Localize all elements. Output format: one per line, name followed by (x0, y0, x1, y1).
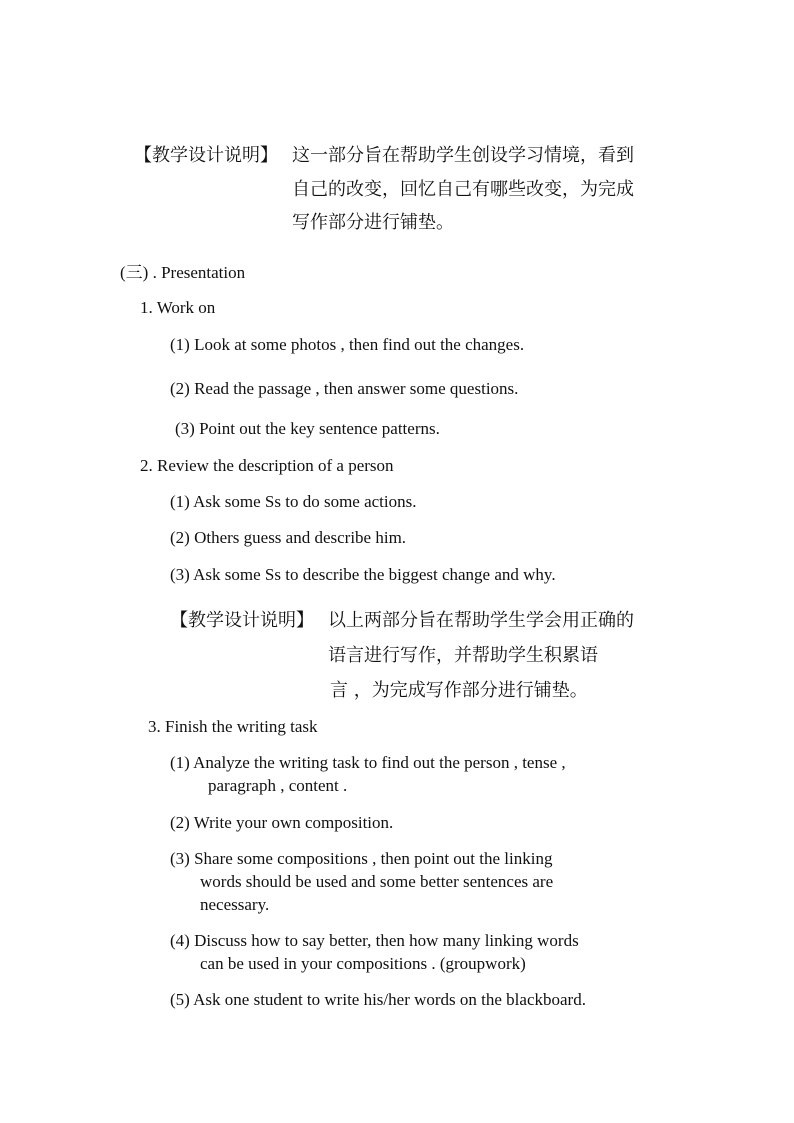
note-label: 【教学设计说明】 (134, 145, 278, 166)
list-item: (1) Analyze the writing task to find out the person , tense , (170, 753, 566, 772)
list-item: (1) Look at some photos , then find out the changes. (170, 335, 525, 354)
list-item: (1) Ask some Ss to do some actions. (170, 492, 417, 511)
list-item: (2) Others guess and describe him. (170, 528, 407, 547)
section-heading: (三) . Presentation (120, 263, 246, 282)
list-item: (2) Read the passage , then answer some questions. (170, 379, 519, 398)
item-title: 3. Finish the writing task (148, 717, 318, 736)
note-text-line: 言 ，为完成写作部分进行铺垫。 (330, 680, 588, 701)
note-text-line: 这一部分旨在帮助学生创设学习情境，看到 (292, 145, 634, 166)
list-item: (3) Share some compositions , then point out the linking (170, 849, 553, 868)
note-text-line: 语言进行写作，并帮助学生积累语 (328, 645, 598, 666)
list-item: (5) Ask one student to write his/her words on the blackboard. (170, 990, 586, 1009)
item-title: 2. Review the description of a person (140, 456, 394, 475)
list-item: (3) Ask some Ss to describe the biggest change and why. (170, 565, 556, 584)
list-item: (4) Discuss how to say better, then how many linking words (170, 931, 579, 950)
note-label: 【教学设计说明】 (170, 610, 314, 631)
list-item: (2) Write your own composition. (170, 813, 394, 832)
list-item-continuation: words should be used and some better sentences are (200, 872, 554, 891)
note-text-line: 自己的改变，回忆自己有哪些改变，为完成 (292, 179, 634, 200)
item-title: 1. Work on (140, 298, 216, 317)
note-text-line: 以上两部分旨在帮助学生学会用正确的 (328, 610, 634, 631)
list-item-continuation: paragraph , content . (208, 776, 348, 795)
list-item: (3) Point out the key sentence patterns. (175, 419, 440, 438)
list-item-continuation: can be used in your compositions . (groupwork) (200, 954, 526, 973)
list-item-continuation: necessary. (200, 895, 270, 914)
note-text-line: 写作部分进行铺垫。 (292, 212, 454, 233)
